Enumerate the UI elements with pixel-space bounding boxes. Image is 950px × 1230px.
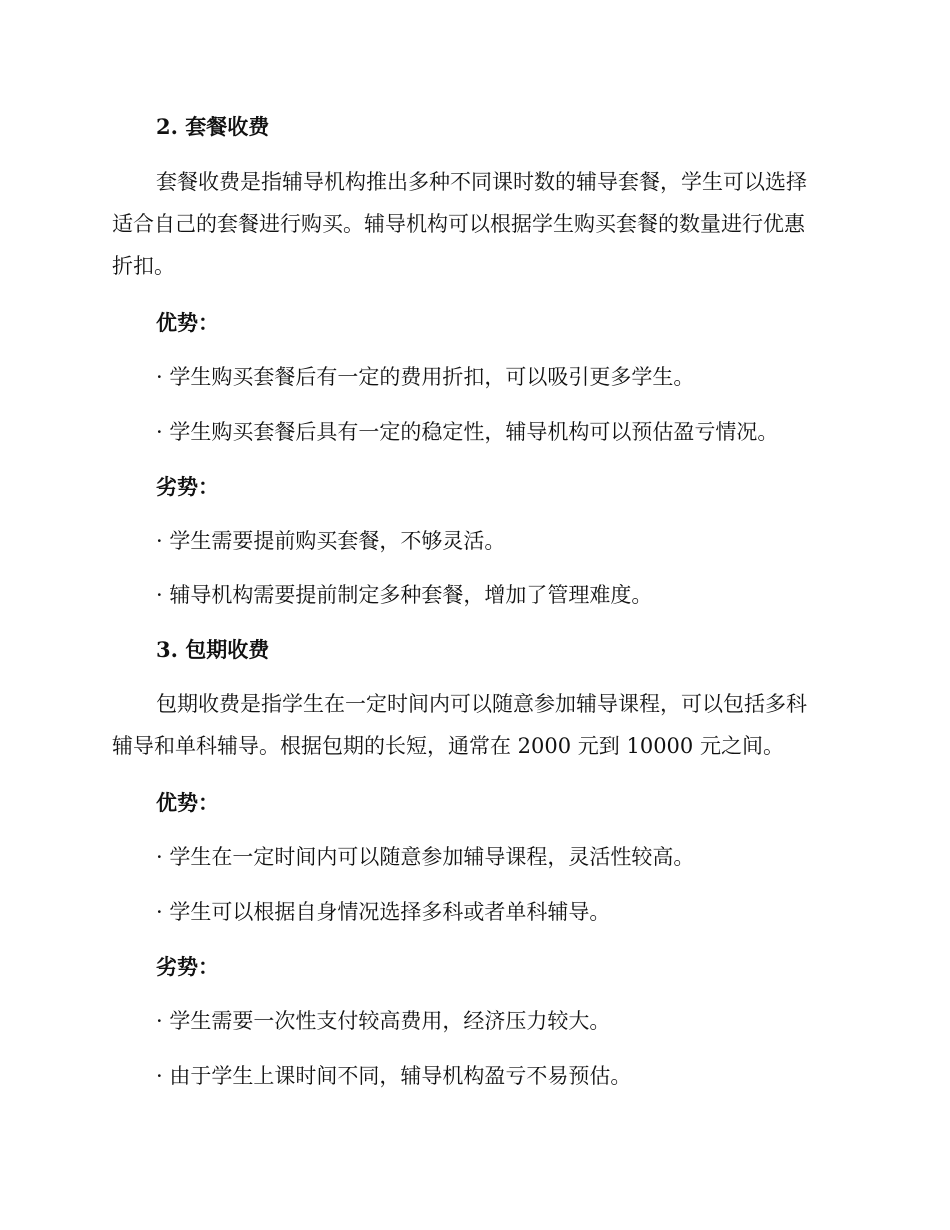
section-3-pros-label: 优势： [156,790,219,815]
section-3-cons-item-2: · 由于学生上课时间不同，辅导机构盈亏不易预估。 [156,1064,632,1088]
section-2-pros-item-2: · 学生购买套餐后具有一定的稳定性，辅导机构可以预估盈亏情况。 [156,420,779,444]
section-2-cons-item-1: · 学生需要提前购买套餐，不够灵活。 [156,529,506,553]
section-2-intro-line-3: 折扣。 [112,254,175,278]
section-3-title: 3. 包期收费 [156,637,270,662]
section-3-pros-item-1: · 学生在一定时间内可以随意参加辅导课程，灵活性较高。 [156,845,695,869]
section-2-cons-label: 劣势： [156,474,219,499]
section-2-cons-item-2: · 辅导机构需要提前制定多种套餐，增加了管理难度。 [156,583,653,607]
section-2-intro-line-2: 适合自己的套餐进行购买。辅导机构可以根据学生购买套餐的数量进行优惠 [112,212,805,236]
section-3-pros-item-2: · 学生可以根据自身情况选择多科或者单科辅导。 [156,900,611,924]
section-2-intro-line-1: 套餐收费是指辅导机构推出多种不同课时数的辅导套餐，学生可以选择 [156,170,807,194]
section-3-cons-label: 劣势： [156,954,219,979]
section-3-intro-line-2: 辅导和单科辅导。根据包期的长短，通常在 2000 元到 10000 元之间。 [112,734,784,758]
section-2-pros-item-1: · 学生购买套餐后有一定的费用折扣，可以吸引更多学生。 [156,365,695,389]
section-3-cons-item-1: · 学生需要一次性支付较高费用，经济压力较大。 [156,1009,611,1033]
section-2-pros-label: 优势： [156,310,219,335]
section-2-title: 2. 套餐收费 [156,114,270,139]
section-3-intro-line-1: 包期收费是指学生在一定时间内可以随意参加辅导课程，可以包括多科 [156,692,807,716]
